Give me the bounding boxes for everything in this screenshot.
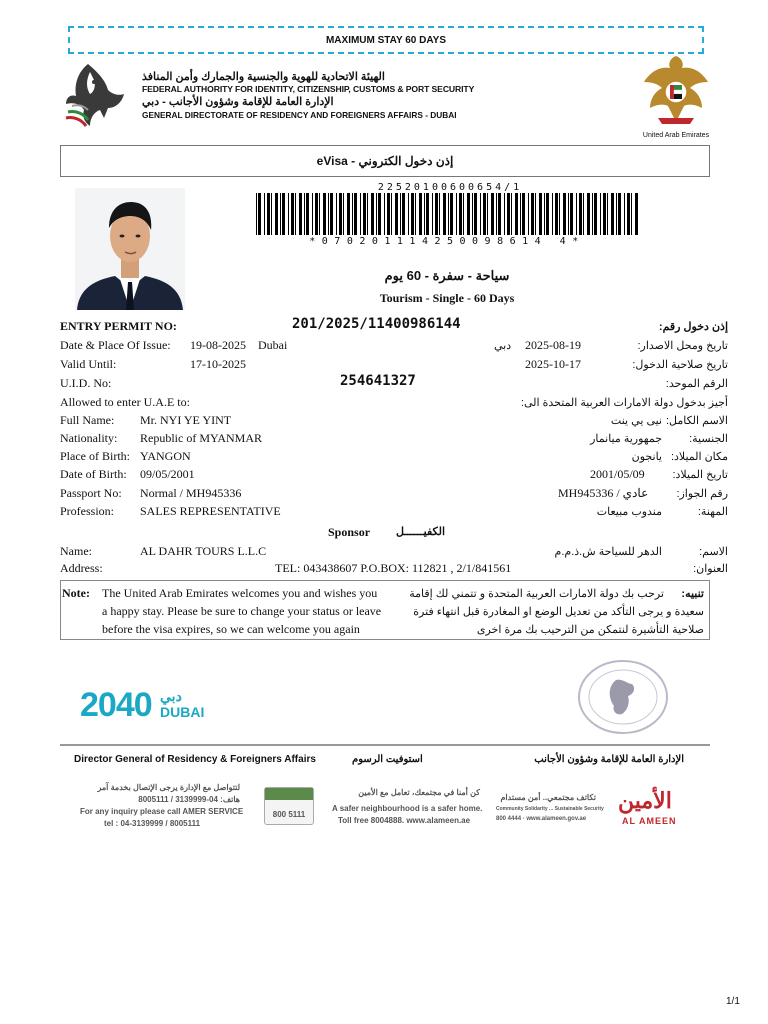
barcode-bar xyxy=(515,193,518,235)
profession-ar: مندوب مبيعات xyxy=(596,506,662,518)
barcode-bar xyxy=(336,193,337,235)
barcode-bar xyxy=(491,193,494,235)
entry-permit-label: ENTRY PERMIT NO: xyxy=(60,319,177,333)
profession-label: Profession: xyxy=(60,504,114,518)
barcode-bar xyxy=(483,193,486,235)
barcode-bar xyxy=(439,193,440,235)
barcode-bar xyxy=(363,193,366,235)
contact-en-1: For any inquiry please call AMER SERVICE xyxy=(80,807,244,816)
ameen-brand-en: AL AMEEN xyxy=(622,816,677,826)
barcode-bar xyxy=(631,193,632,235)
issue-place: Dubai xyxy=(258,338,288,352)
barcode-bar xyxy=(456,193,457,235)
barcode-bar xyxy=(378,193,381,235)
barcode-bar xyxy=(299,193,302,235)
barcode-bar xyxy=(330,193,333,235)
authority-name-ar: الهيئة الاتحادية للهوية والجنسية والجمارك وأمن المنافذ xyxy=(142,71,385,83)
barcode-bar xyxy=(498,193,501,235)
barcode-bar xyxy=(552,193,553,235)
sponsor-heading-ar: الكفيــــــل xyxy=(396,526,446,538)
barcode-bar xyxy=(511,193,512,235)
barcode-bar xyxy=(426,193,429,235)
note-line-3: before the visa expires, so we can welcome you again xyxy=(102,622,360,636)
ameen-tag-ar: تكاتف مجتمعي.. أمن مستدام xyxy=(500,793,596,802)
full-name-ar: نيى يي ينت xyxy=(610,415,662,427)
barcode-bar xyxy=(280,193,281,235)
barcode-bar xyxy=(395,193,398,235)
dubai-logo-ar: دبي xyxy=(160,688,182,704)
barcode-bar xyxy=(559,193,560,235)
fees-paid-ar: استوفيت الرسوم xyxy=(352,754,423,765)
sponsor-name-label-ar: الاسم: xyxy=(699,546,728,558)
barcode-bar xyxy=(611,193,614,235)
barcode-bar xyxy=(546,193,549,235)
barcode-bar xyxy=(323,193,326,235)
barcode-bar xyxy=(448,193,449,235)
barcode-bar xyxy=(408,193,409,235)
barcode-bar xyxy=(544,193,545,235)
barcode-bar xyxy=(306,193,309,235)
amer-number: 800 5111 xyxy=(272,810,306,819)
note-ar-line-2: سعيدة و يرجى التأكد من تعديل الوضع او المغادرة قبل انتهاء فترة xyxy=(413,606,704,618)
issue-label: Date & Place Of Issue: xyxy=(60,338,171,352)
barcode-bar xyxy=(367,193,368,235)
ameen-slogan-en: A safer neighbourhood is a safer home. xyxy=(332,804,483,813)
full-name: Mr. NYI YE YINT xyxy=(140,413,232,427)
barcode-bar xyxy=(443,193,446,235)
uid-label-ar: الرقم الموحد: xyxy=(665,378,728,390)
director-general-ar: الإدارة العامة للإقامة وشؤون الأجانب xyxy=(534,754,684,765)
nationality-label: Nationality: xyxy=(60,431,118,445)
visa-type-ar: سياحة - سفرة - 60 يوم xyxy=(384,268,510,283)
barcode-bar xyxy=(583,193,584,235)
profession-label-ar: المهنة: xyxy=(697,506,728,518)
sponsor-heading: Sponsor xyxy=(328,525,371,539)
barcode-bar xyxy=(347,193,350,235)
barcode-bar xyxy=(496,193,497,235)
dob-label: Date of Birth: xyxy=(60,467,127,481)
full-name-label: Full Name: xyxy=(60,413,115,427)
barcode-bar xyxy=(474,193,477,235)
barcode-bar xyxy=(594,193,597,235)
barcode-bar xyxy=(520,193,521,235)
barcode-bar xyxy=(282,193,285,235)
contact-ar-2: هاتف: 04-3139999 / 8005111 xyxy=(138,795,240,804)
entry-permit-number: 201/2025/11400986144 xyxy=(292,316,461,332)
contact-ar-1: لتتواصل مع الإدارة يرجى الإتصال بخدمة آمر xyxy=(97,783,240,792)
allowed-label: Allowed to enter U.A.E to: xyxy=(60,395,190,409)
barcode-bar xyxy=(463,193,464,235)
passport-number-ar: MH945336 / عادي xyxy=(558,486,649,500)
barcode-bar xyxy=(312,193,313,235)
barcode-bar xyxy=(603,193,606,235)
barcode-bar xyxy=(271,193,272,235)
full-name-label-ar: الاسم الكامل: xyxy=(665,415,728,427)
barcode-bar xyxy=(288,193,289,235)
barcode-bar xyxy=(467,193,470,235)
place-of-birth-ar: يانجون xyxy=(631,451,662,463)
barcode-bar xyxy=(618,193,621,235)
passport-photo xyxy=(75,188,185,310)
barcode-bar xyxy=(424,193,425,235)
note-line-2: a happy stay. Please be sure to change your status or leave xyxy=(102,604,382,618)
barcode-bar xyxy=(343,193,344,235)
barcode-bar xyxy=(587,193,590,235)
barcode-bar xyxy=(415,193,416,235)
barcode-bar xyxy=(432,193,433,235)
barcode-bar xyxy=(304,193,305,235)
ameen-tollfree: Toll free 8004888. www.alameen.ae xyxy=(338,816,471,825)
sponsor-address-label-ar: العنوان: xyxy=(693,563,728,575)
barcode-bar xyxy=(624,193,625,235)
falcon-logo-icon xyxy=(60,58,138,130)
barcode-bar xyxy=(402,193,405,235)
barcode-bar xyxy=(472,193,473,235)
barcode-bar xyxy=(504,193,505,235)
barcode-bar xyxy=(371,193,374,235)
passport-label: Passport No: xyxy=(60,486,122,500)
amer-logo xyxy=(264,787,314,825)
barcode-bar xyxy=(411,193,414,235)
pob-label: Place of Birth: xyxy=(60,449,130,463)
uae-label: United Arab Emirates xyxy=(642,132,710,139)
issue-date: 19-08-2025 xyxy=(190,338,246,352)
barcode-bar xyxy=(450,193,453,235)
page-number: 1/1 xyxy=(726,996,740,1007)
note-line-1: The United Arab Emirates welcomes you and wishes you xyxy=(102,586,378,600)
valid-label: Valid Until: xyxy=(60,357,117,371)
visa-type-en: Tourism - Single - 60 Days xyxy=(379,291,515,305)
issue-place-ar: دبي xyxy=(494,340,512,352)
note-ar-line-1: ترحب بك دولة الامارات العربية المتحدة و تتمني لك إقامة xyxy=(409,588,664,600)
barcode-bar xyxy=(522,193,525,235)
place-of-birth: YANGON xyxy=(140,449,191,463)
banner-text: MAXIMUM STAY 60 DAYS xyxy=(325,34,447,46)
authority-name-en: FEDERAL AUTHORITY FOR IDENTITY, CITIZENSHIP, CUSTOMS & PORT SECURITY xyxy=(142,84,475,94)
note-label: Note: xyxy=(62,586,90,600)
barcode-bar xyxy=(487,193,488,235)
barcode-bar xyxy=(264,193,265,235)
sponsor-name-label: Name: xyxy=(60,544,92,558)
barcode-bar xyxy=(600,193,601,235)
barcode-bar xyxy=(592,193,593,235)
barcode-bar xyxy=(354,193,357,235)
barcode-bar xyxy=(563,193,566,235)
note-ar-line-3: صلاحية التأشيرة لنتمكن من الترحيب بك مرة اخرى xyxy=(476,624,704,636)
barcode-bar xyxy=(400,193,401,235)
barcode-bar xyxy=(531,193,534,235)
barcode-icon xyxy=(256,193,638,235)
ameen-tag-en: Community Solidarity ... Sustainable Security xyxy=(496,806,604,812)
barcode-bar xyxy=(256,193,257,235)
uid-label: U.I.D. No: xyxy=(60,376,112,390)
barcode-bar xyxy=(328,193,329,235)
issue-label-ar: تاريخ ومحل الاصدار: xyxy=(637,340,728,352)
sponsor-address: TEL: 043438607 P.O.BOX: 112821 , 2/1/841561 xyxy=(275,561,512,575)
barcode-bar xyxy=(295,193,296,235)
barcode-bar xyxy=(459,193,462,235)
max-stay-banner xyxy=(68,26,704,54)
dob-label-ar: تاريخ الميلاد: xyxy=(672,469,728,481)
barcode-bar xyxy=(315,193,318,235)
barcode-bar xyxy=(535,193,536,235)
barcode-bar xyxy=(627,193,630,235)
allowed-label-ar: أجيز بدخول دولة الامارات العربية المتحدة الى: xyxy=(520,397,728,409)
valid-label-ar: تاريخ صلاحية الدخول: xyxy=(632,359,728,371)
barcode-bar xyxy=(376,193,377,235)
directorate-name-ar: الإدارة العامة للإقامة وشؤون الأجانب - دبي xyxy=(142,96,334,108)
barcode-bar xyxy=(267,193,270,235)
nationality-ar: جمهورية ميانمار xyxy=(590,433,662,445)
barcode-bar xyxy=(579,193,582,235)
dubai-logo-en: DUBAI xyxy=(160,704,205,720)
barcode-bar xyxy=(607,193,608,235)
contact-en-2: tel : 04-3139999 / 8005111 xyxy=(104,819,201,828)
uae-emblem-icon xyxy=(640,52,712,132)
ameen-slogan-ar: كن أمنا في مجتمعك، تعامل مع الأمين xyxy=(358,788,480,797)
barcode-bar xyxy=(360,193,361,235)
issue-date-ar: 2025-08-19 xyxy=(525,338,581,352)
barcode-bar xyxy=(387,193,390,235)
date-of-birth-ar: 2001/05/09 xyxy=(590,467,645,481)
barcode-bar xyxy=(480,193,481,235)
barcode-bar xyxy=(568,193,569,235)
barcode-bar xyxy=(339,193,342,235)
valid-date: 17-10-2025 xyxy=(190,357,246,371)
barcode-bar xyxy=(616,193,617,235)
barcode-bar xyxy=(635,193,638,235)
barcode-bar xyxy=(576,193,577,235)
evisa-title-box xyxy=(60,145,710,177)
sponsor-name-ar: الدهر للسياحة ش.ذ.م.م xyxy=(554,546,662,558)
footer-divider xyxy=(60,744,710,746)
evisa-title: إذن دخول الكتروني - eVisa xyxy=(316,154,454,168)
passport-label-ar: رقم الجواز: xyxy=(676,488,728,500)
sponsor-address-label: Address: xyxy=(60,561,103,575)
barcode-bottom-number: *070201114250098614 4* xyxy=(309,236,585,247)
sponsor-name: AL DAHR TOURS L.L.C xyxy=(140,544,267,558)
barcode-bar xyxy=(275,193,278,235)
barcode-bar xyxy=(258,193,261,235)
nationality-label-ar: الجنسية: xyxy=(689,433,728,445)
passport-number: Normal / MH945336 xyxy=(140,486,242,500)
barcode-bar xyxy=(435,193,438,235)
barcode-bar xyxy=(539,193,542,235)
directorate-name-en: GENERAL DIRECTORATE OF RESIDENCY AND FOREIGNERS AFFAIRS - DUBAI xyxy=(142,110,457,120)
ameen-brand-ar: الأمين xyxy=(618,788,672,813)
pob-label-ar: مكان الميلاد: xyxy=(670,451,728,463)
barcode-bar xyxy=(352,193,353,235)
ameen-contacts: 800 4444 · www.alameen.gov.ae xyxy=(496,816,587,822)
barcode-bar xyxy=(555,193,558,235)
barcode-bar xyxy=(528,193,529,235)
dubai-2040-logo: 2040 xyxy=(80,686,152,724)
barcode-bar xyxy=(507,193,510,235)
barcode-top-number: 22520100600654/1 xyxy=(377,182,523,193)
barcode-bar xyxy=(291,193,294,235)
entry-permit-label-ar: إذن دخول رقم: xyxy=(658,321,728,333)
barcode-bar xyxy=(319,193,320,235)
barcode-bar xyxy=(391,193,392,235)
profession: SALES REPRESENTATIVE xyxy=(140,504,281,518)
director-general-en: Director General of Residency & Foreigners Affairs xyxy=(74,754,316,765)
note-label-ar: تنبيه: xyxy=(681,588,704,600)
valid-date-ar: 2025-10-17 xyxy=(525,357,581,371)
nationality: Republic of MYANMAR xyxy=(140,431,262,445)
barcode-bar xyxy=(384,193,385,235)
date-of-birth: 09/05/2001 xyxy=(140,467,195,481)
uid-number: 254641327 xyxy=(340,373,416,389)
official-stamp-icon xyxy=(576,658,670,736)
barcode-bar xyxy=(419,193,422,235)
barcode-bar xyxy=(570,193,573,235)
